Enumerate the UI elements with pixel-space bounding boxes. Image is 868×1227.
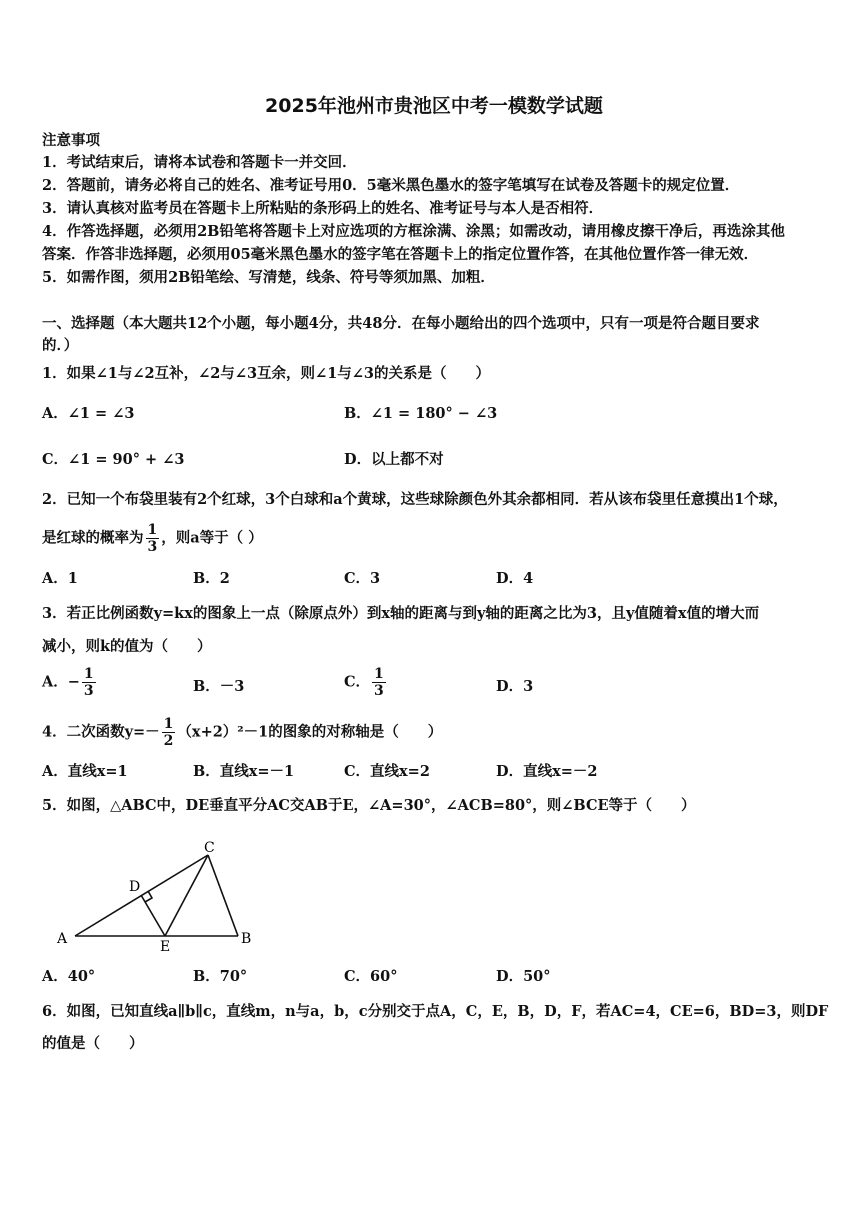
segment-de — [141, 895, 165, 936]
q2-option-c: C．3 — [344, 570, 381, 587]
label-a: A — [57, 931, 68, 947]
q5-option-a: A．40° — [42, 968, 96, 985]
q2-option-b: B．2 — [193, 570, 230, 587]
q1-option-a: A．∠1 = ∠3 — [42, 405, 135, 422]
section-heading: 一、选择题（本大题共12个小题，每小题4分，共48分．在每小题给出的四个选项中，只有一项是符合题目要求 — [42, 315, 760, 332]
q6-stem-line1: 6．如图，已知直线a∥b∥c，直线m，n与a，b，c分别交于点A，C，E，B，D，F，若AC=4，CE=6，BD=3，则DF — [42, 1003, 829, 1020]
q1-option-d: D．以上都不对 — [344, 451, 444, 468]
q3-stem-line1: 3．若正比例函数y=kx的图象上一点（除原点外）到x轴的距离与到y轴的距离之比为3，且y值随着x值的增大而 — [42, 605, 760, 622]
q4-option-a: A．直线x=1 — [42, 763, 128, 780]
q3-stem-line2: 减小，则k的值为（ ） — [42, 638, 212, 655]
label-d: D — [129, 879, 141, 895]
segment-ce — [165, 855, 208, 936]
q4-stem-tail: （x+2）²－1的图象的对称轴是（ ） — [177, 723, 443, 741]
q5-option-c: C．60° — [344, 968, 398, 985]
note-item: 答案．作答非选择题，必须用05毫米黑色墨水的签字笔在答题卡上的指定位置作答，在其他位置作答一律无效． — [42, 246, 759, 263]
q2-stem-line2 — [42, 522, 263, 555]
q3-a-numerator: 1 — [83, 666, 94, 682]
q3-c-denominator: 3 — [374, 683, 384, 699]
q3-option-c-label: C． — [344, 673, 371, 691]
q2-stem-text: 是红球的概率为 — [42, 529, 144, 547]
section-heading-cont: 的．） — [42, 337, 79, 354]
q3-option-a-fraction — [82, 666, 96, 699]
note-item: 2．答题前，请务必将自己的姓名、准考证号用0．5毫米黑色墨水的签字笔填写在试卷及答题卡的规定位置． — [42, 177, 740, 194]
q2-frac-numerator: 1 — [147, 522, 158, 538]
q3-option-d: D．3 — [496, 678, 534, 695]
q2-option-d: D．4 — [496, 570, 534, 587]
q2-stem-line1: 2．已知一个布袋里装有2个红球，3个白球和a个黄球，这些球除颜色外其余都相同．若从该布袋里任意摸出1个球， — [42, 491, 788, 508]
q4-option-b: B．直线x=－1 — [193, 763, 295, 780]
q1-option-c: C．∠1 = 90° + ∠3 — [42, 451, 185, 468]
q6-stem-line2: 的值是（ ） — [42, 1035, 144, 1052]
q5-option-b: B．70° — [193, 968, 248, 985]
note-item: 4．作答选择题，必须用2B铅笔将答题卡上对应选项的方框涂满、涂黑；如需改动，请用橡皮擦干净后，再选涂其他 — [42, 223, 785, 240]
q3-option-a-label: A． — [42, 673, 68, 691]
q4-frac-numerator: 1 — [163, 716, 174, 732]
q1-option-b: B．∠1 = 180° − ∠3 — [344, 405, 498, 422]
q4-frac-denominator: 2 — [163, 733, 174, 749]
q4-fraction — [162, 716, 176, 749]
q2-frac-denominator: 3 — [147, 539, 158, 555]
q3-c-numerator: 1 — [374, 666, 384, 682]
label-b: B — [241, 931, 252, 947]
q3-option-a — [42, 666, 98, 699]
q3-option-b: B．－3 — [193, 678, 245, 695]
q5-triangle-figure — [55, 835, 275, 953]
note-item: 1．考试结束后，请将本试卷和答题卡一并交回． — [42, 154, 357, 171]
notes-heading: 注意事项 — [42, 132, 100, 149]
q3-option-a-sign: − — [67, 673, 80, 691]
q5-option-d: D．50° — [496, 968, 551, 985]
q4-option-c: C．直线x=2 — [344, 763, 430, 780]
q4-option-d: D．直线x=－2 — [496, 763, 598, 780]
q4-stem-text: 4．二次函数y=－ — [42, 723, 160, 741]
q3-a-denominator: 3 — [83, 683, 94, 699]
q3-option-c — [344, 666, 388, 699]
note-item: 5．如需作图，须用2B铅笔绘、写清楚，线条、符号等须加黑、加粗． — [42, 269, 495, 286]
q2-option-a: A．1 — [42, 570, 78, 587]
q1-stem: 1．如果∠1与∠2互补，∠2与∠3互余，则∠1与∠3的关系是（ ） — [42, 365, 491, 382]
note-item: 3．请认真核对监考员在答题卡上所粘贴的条形码上的姓名、准考证号与本人是否相符． — [42, 200, 604, 217]
q3-option-c-fraction — [372, 666, 386, 699]
q4-stem — [42, 716, 442, 749]
label-c: C — [204, 840, 215, 856]
segment-cb — [208, 855, 238, 936]
page-title: 2025年池州市贵池区中考一模数学试题 — [265, 95, 603, 117]
q2-stem-tail: ，则a等于（ ） — [161, 529, 263, 547]
q2-fraction — [146, 522, 160, 555]
q5-stem: 5．如图，△ABC中，DE垂直平分AC交AB于E，∠A=30°，∠ACB=80°，则∠BCE等于（ ） — [42, 797, 696, 814]
label-e: E — [160, 939, 171, 953]
